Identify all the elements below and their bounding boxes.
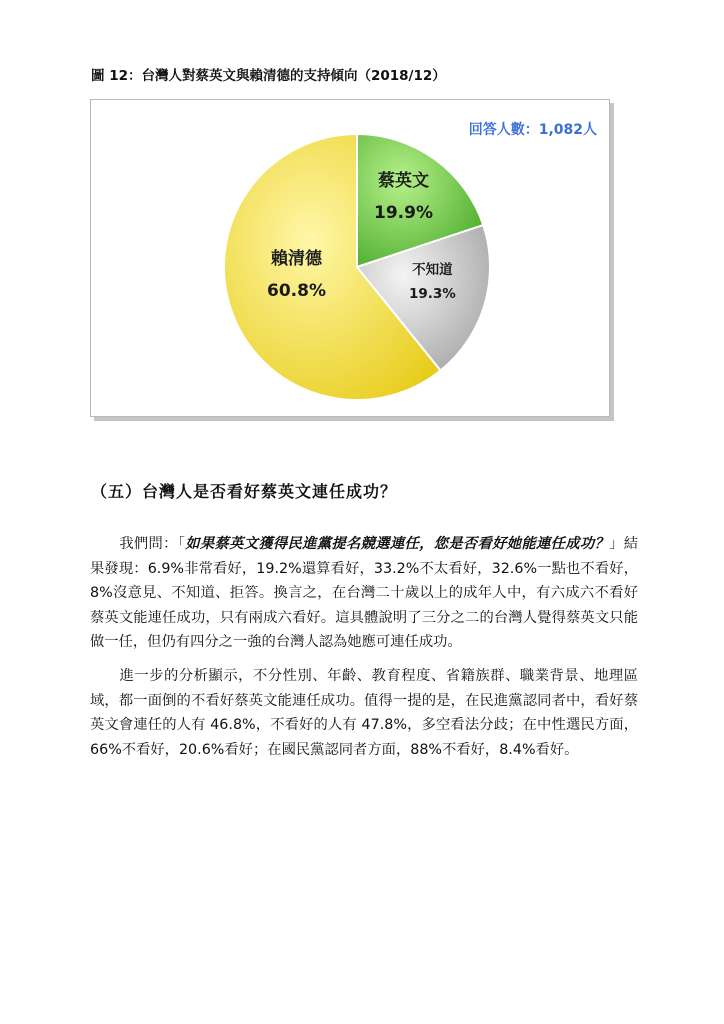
paragraph-1-body: 」結果發現：6.9%非常看好，19.2%還算看好，33.2%不太看好，32.6%一點也不看好，8%沒意見、不知道、拒答。換言之，在台灣二十歲以上的成年人中，有六成六不看好蔡英文能連任成功，只有兩成六看好。這具體說明了三分之二的台灣人覺得蔡英文只能做一任，但仍有四分之一強的台灣人認為她應可連任成功。 bbox=[90, 536, 639, 650]
figure-caption: 圖 12：台灣人對蔡英文與賴清德的支持傾向（2018/12） bbox=[91, 68, 446, 84]
slice-label-lai bbox=[267, 243, 326, 307]
survey-question-quote: 如果蔡英文獲得民進黨提名競選連任，您是否看好她能連任成功？ bbox=[185, 536, 610, 552]
slice-name-tsai: 蔡英文 bbox=[377, 171, 429, 191]
pie-chart bbox=[90, 99, 610, 417]
section-heading: （五）台灣人是否看好蔡英文連任成功？ bbox=[91, 482, 398, 501]
paragraph-1 bbox=[90, 532, 638, 655]
paragraph-2 bbox=[90, 664, 638, 762]
respondent-count: 回答人數：1,082人 bbox=[468, 122, 597, 138]
slice-value-lai: 60.8% bbox=[267, 281, 326, 301]
slice-name-lai: 賴清德 bbox=[270, 249, 322, 269]
slice-value-unknown: 19.3% bbox=[409, 286, 456, 302]
paragraph-1-prefix: 我們問：「 bbox=[119, 536, 186, 552]
slice-label-unknown bbox=[409, 258, 456, 306]
slice-value-tsai: 19.9% bbox=[374, 203, 433, 223]
slice-name-unknown: 不知道 bbox=[412, 262, 453, 278]
paragraph-2-body: 進一步的分析顯示，不分性別、年齡、教育程度、省籍族群、職業背景、地理區域，都一面倒的不看好蔡英文能連任成功。值得一提的是，在民進黨認同者中，看好蔡英文會連任的人有 46.8%，不看好的人有 47.8%，多空看法分歧；在中性選民方面，66%不看好，20.6%看好；在國民黨認同者方面，88%不看好，8.4%看好。 bbox=[90, 668, 638, 758]
pie-chart-svg bbox=[91, 100, 609, 416]
slice-label-tsai bbox=[374, 165, 433, 229]
